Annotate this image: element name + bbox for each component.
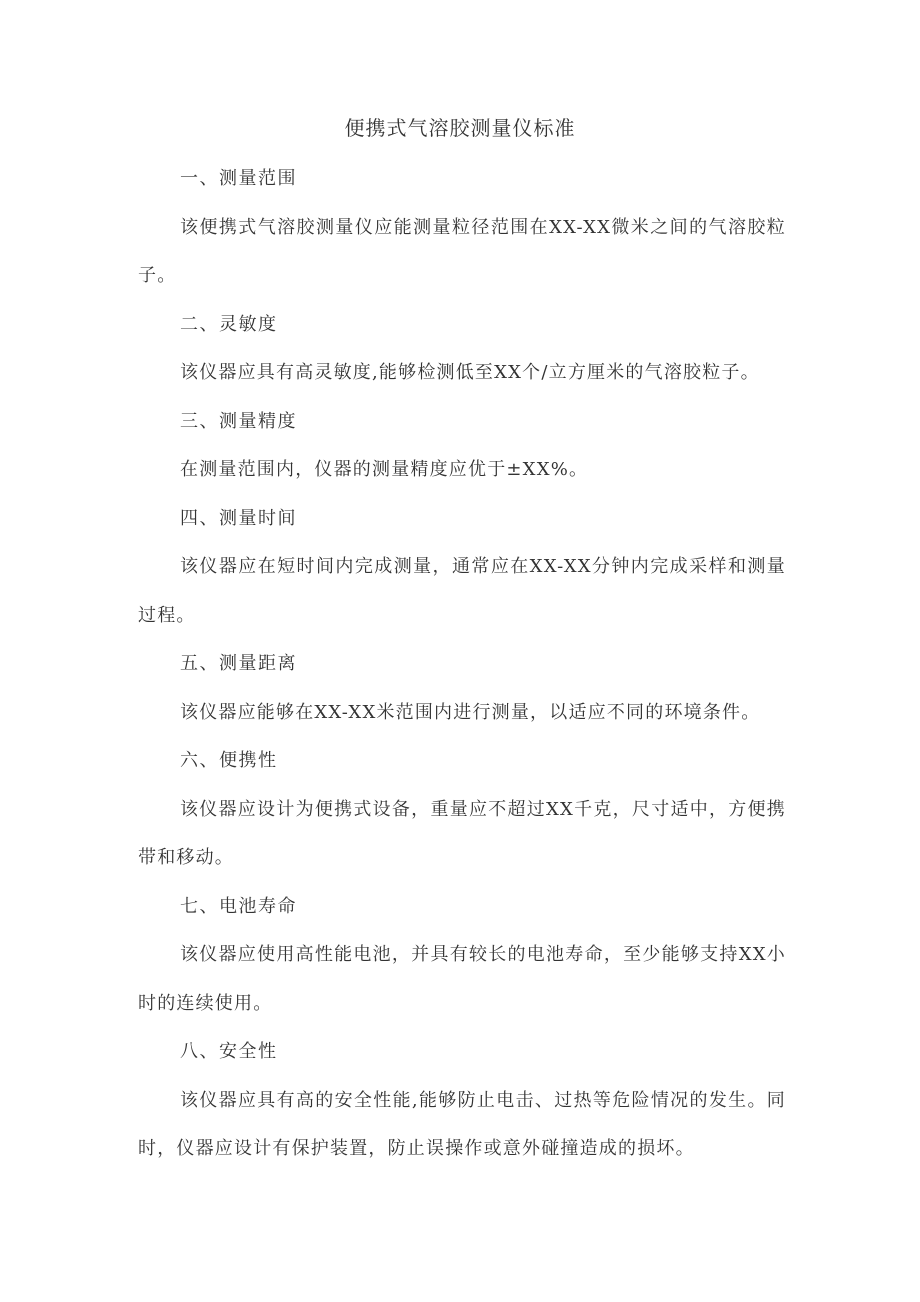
section-heading-measurement-time: 四、测量时间 [180, 507, 297, 529]
section-body-sensitivity: 该仪器应具有高灵敏度,能够检测低至XX个/立方厘米的气溶胶粒子。 [180, 362, 760, 383]
section-heading-accuracy: 三、测量精度 [180, 410, 297, 432]
section-body-safety: 该仪器应具有高的安全性能,能够防止电击、过热等危险情况的发生。同时，仪器应设计有保护装置，防止误操作或意外碰撞造成的损坏。 [138, 1089, 786, 1159]
section-body-measurement-time: 该仪器应在短时间内完成测量，通常应在XX-XX分钟内完成采样和测量过程。 [138, 556, 786, 626]
section-body-battery-life: 该仪器应使用高性能电池，并具有较长的电池寿命，至少能够支持XX小时的连续使用。 [138, 944, 786, 1014]
section-heading-measurement-range: 一、测量范围 [180, 168, 297, 189]
section-heading-sensitivity: 二、灵敏度 [180, 313, 278, 335]
section-body-measurement-range: 该便携式气溶胶测量仪应能测量粒径范围在XX-XX微米之间的气溶胶粒子。 [138, 216, 786, 286]
section-heading-measurement-distance: 五、测量距离 [180, 653, 297, 674]
section-heading-battery-life: 七、电池寿命 [180, 895, 297, 917]
section-heading-portability: 六、便携性 [180, 750, 278, 771]
section-body-portability: 该仪器应设计为便携式设备，重量应不超过XX千克，尺寸适中，方便携带和移动。 [138, 798, 786, 868]
document-body [138, 155, 786, 1174]
section-heading-safety: 八、安全性 [180, 1041, 278, 1062]
section-body-accuracy: 在测量范围内，仪器的测量精度应优于±XX%。 [180, 459, 589, 480]
section-body-measurement-distance: 该仪器应能够在XX-XX米范围内进行测量，以适应不同的环境条件。 [180, 701, 761, 723]
document-title: 便携式气溶胶测量仪标准 [344, 116, 576, 140]
